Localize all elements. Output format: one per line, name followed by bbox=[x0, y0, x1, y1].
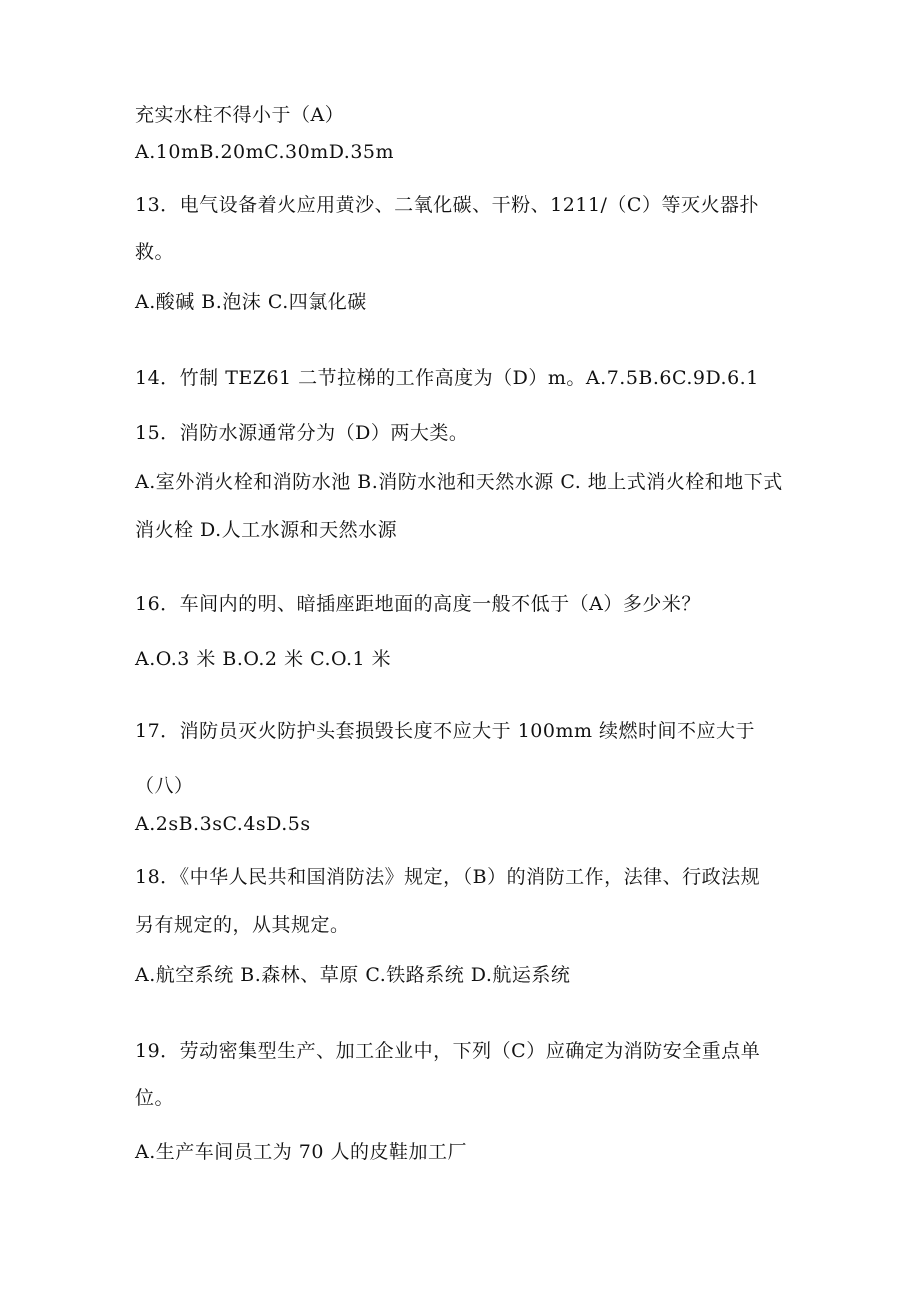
q15-text: 15．消防水源通常分为（D）两大类。 bbox=[135, 422, 469, 444]
q17-text-continued: （八） bbox=[135, 775, 194, 797]
q14-text: 14．竹制 TEZ61 二节拉梯的工作高度为（D）m。A.7.5B.6C.9D.6.1 bbox=[135, 367, 759, 389]
q18-options: A.航空系统 B.森林、草原 C.铁路系统 D.航运系统 bbox=[135, 964, 571, 986]
q19-text: 19．劳动密集型生产、加工企业中，下列（C）应确定为消防安全重点单 bbox=[135, 1040, 761, 1062]
q12-continuation-text: 充实水柱不得小于（A） bbox=[135, 104, 345, 126]
q12-options: A.10mB.20mC.30mD.35m bbox=[135, 141, 395, 163]
q13-text: 13．电气设备着火应用黄沙、二氧化碳、干粉、1211/（C）等灭火器扑 bbox=[135, 194, 759, 216]
q19-text-continued: 位。 bbox=[135, 1087, 175, 1109]
q13-options: A.酸碱 B.泡沫 C.四氯化碳 bbox=[135, 291, 367, 313]
q19-option-a: A.生产车间员工为 70 人的皮鞋加工厂 bbox=[135, 1141, 468, 1163]
q16-text: 16．车间内的明、暗插座距地面的高度一般不低于（A）多少米？ bbox=[135, 593, 701, 615]
q17-options: A.2sB.3sC.4sD.5s bbox=[135, 813, 311, 835]
q15-options: A.室外消火栓和消防水池 B.消防水池和天然水源 C. 地上式消火栓和地下式 bbox=[135, 471, 783, 493]
q15-options-continued: 消火栓 D.人工水源和天然水源 bbox=[135, 519, 398, 541]
q18-text: 18．《中华人民共和国消防法》规定，（B）的消防工作，法律、行政法规 bbox=[135, 866, 761, 888]
q17-text: 17．消防员灭火防护头套损毁长度不应大于 100mm 续燃时间不应大于 bbox=[135, 720, 756, 742]
q16-options: A.O.3 米 B.O.2 米 C.O.1 米 bbox=[135, 648, 392, 670]
q18-text-continued: 另有规定的，从其规定。 bbox=[135, 914, 350, 936]
q13-text-continued: 救。 bbox=[135, 241, 175, 263]
